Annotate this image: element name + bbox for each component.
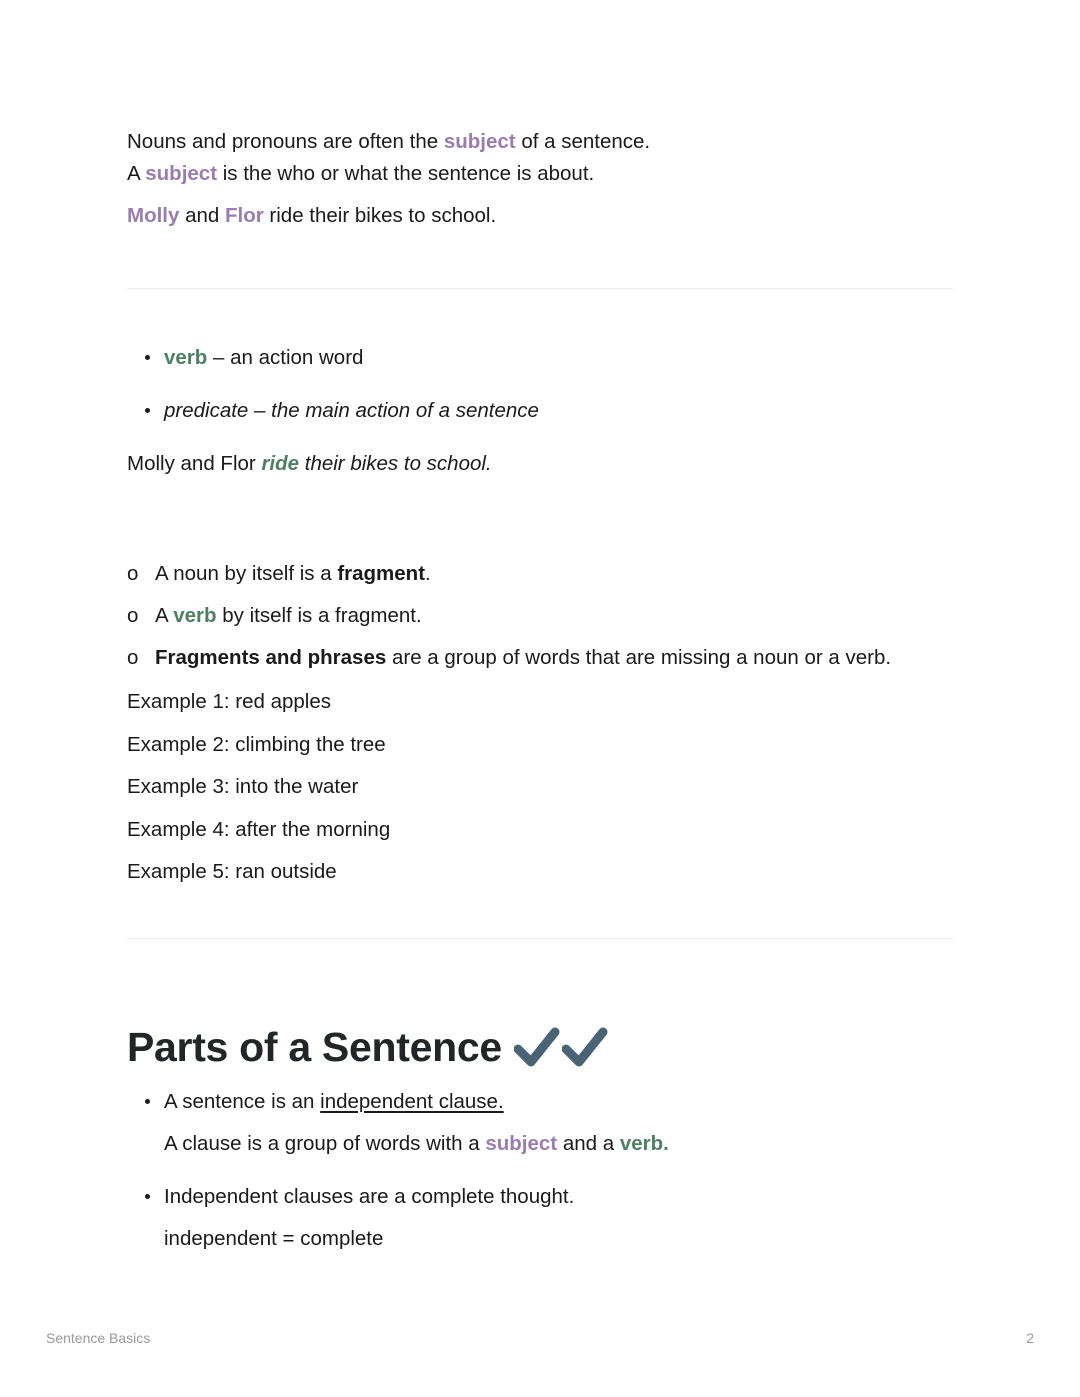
fragment-item-pre: A noun by itself is a	[155, 562, 338, 585]
clause-part-c: and a	[557, 1132, 620, 1155]
fragment-item-post: are a group of words that are missing a noun or a verb.	[386, 646, 892, 669]
bullet-dot-icon	[145, 355, 150, 360]
circle-marker-icon: o	[127, 604, 139, 627]
fragment-item-post: by itself is a fragment.	[216, 604, 422, 627]
subject-highlight: subject	[485, 1132, 558, 1155]
fragment-item-pre: A	[155, 604, 174, 627]
predicate-definition: predicate – the main action of a sentence	[164, 399, 539, 422]
footer-document-title: Sentence Basics	[46, 1330, 151, 1346]
circle-marker-icon: o	[127, 562, 139, 585]
example-line: Example 2: climbing the tree	[127, 732, 386, 756]
check-mark-icon	[514, 1026, 560, 1070]
list-item	[127, 558, 953, 590]
verb-highlight: verb	[173, 604, 217, 627]
fragment-bold: Fragments and phrases	[155, 646, 387, 669]
parts-bullet-list	[127, 1086, 953, 1255]
verb-section	[127, 342, 953, 480]
fragment-item-post: .	[425, 562, 431, 585]
independent-clause-statement: Independent clauses are a complete thought.	[164, 1185, 575, 1208]
intro-line-1-part-a: Nouns and pronouns are often the	[127, 130, 444, 153]
spacer	[127, 190, 953, 200]
intro-line-2-part-c: is the who or what the sentence is about.	[217, 162, 595, 185]
intro-line-3-part-d: ride their bikes to school.	[263, 204, 497, 227]
intro-line-3-part-b: and	[179, 204, 226, 227]
molly-highlight: Molly	[127, 204, 180, 227]
example-line: Example 1: red apples	[127, 690, 331, 713]
intro-section	[127, 126, 953, 232]
verb-highlight: verb	[164, 346, 208, 369]
clause-definition	[164, 1128, 953, 1160]
section-divider	[127, 938, 953, 939]
verb-sentence-part-a: Molly and Flor	[127, 452, 262, 475]
verb-sentence-part-c: their bikes to school.	[299, 452, 492, 475]
subject-highlight: subject	[145, 162, 218, 185]
page-footer	[46, 1330, 1034, 1346]
intro-line-2-part-a: A	[127, 162, 146, 185]
examples-section	[127, 686, 953, 888]
independent-equals-complete: independent = complete	[164, 1227, 384, 1250]
list-item	[127, 395, 953, 427]
footer-page-number: 2	[1026, 1330, 1034, 1346]
ride-highlight: ride	[261, 452, 300, 475]
section-divider	[127, 288, 953, 289]
verb-bullet-list	[127, 342, 953, 427]
check-mark-icon	[562, 1026, 608, 1070]
example-line: Example 5: ran outside	[127, 860, 337, 883]
intro-line-3	[127, 200, 953, 232]
intro-line-1	[127, 126, 953, 158]
example-line: Example 3: into the water	[127, 775, 359, 798]
bullet-dot-icon	[145, 408, 150, 413]
flor-highlight: Flor	[225, 204, 264, 227]
sentence-definition-pre: A sentence is an	[164, 1090, 321, 1113]
check-marks-group	[514, 1026, 608, 1070]
bullet-dot-icon	[145, 1194, 150, 1199]
clause-part-a: A clause is a group of words with a	[164, 1132, 486, 1155]
bullet-dot-icon	[145, 1099, 150, 1104]
intro-line-1-part-c: of a sentence.	[515, 130, 651, 153]
verb-bullet-rest: – an action word	[207, 346, 364, 369]
subject-highlight: subject	[443, 130, 516, 153]
circle-marker-icon: o	[127, 646, 139, 669]
fragments-section	[127, 558, 953, 674]
list-item	[127, 1086, 953, 1160]
list-item	[127, 642, 953, 674]
list-item	[127, 600, 953, 632]
fragment-bold: fragment	[337, 562, 426, 585]
parts-of-sentence-section	[127, 1022, 953, 1255]
heading-text: Parts of a Sentence	[127, 1024, 502, 1070]
verb-highlight: verb.	[619, 1132, 669, 1155]
verb-example-sentence	[127, 448, 953, 480]
list-item	[127, 342, 953, 374]
independent-clause-underlined: independent clause.	[320, 1090, 504, 1113]
example-line: Example 4: after the morning	[127, 817, 391, 841]
list-item	[127, 1181, 953, 1255]
fragments-list	[127, 558, 953, 674]
intro-line-2	[127, 158, 953, 190]
page-title	[127, 1022, 953, 1072]
